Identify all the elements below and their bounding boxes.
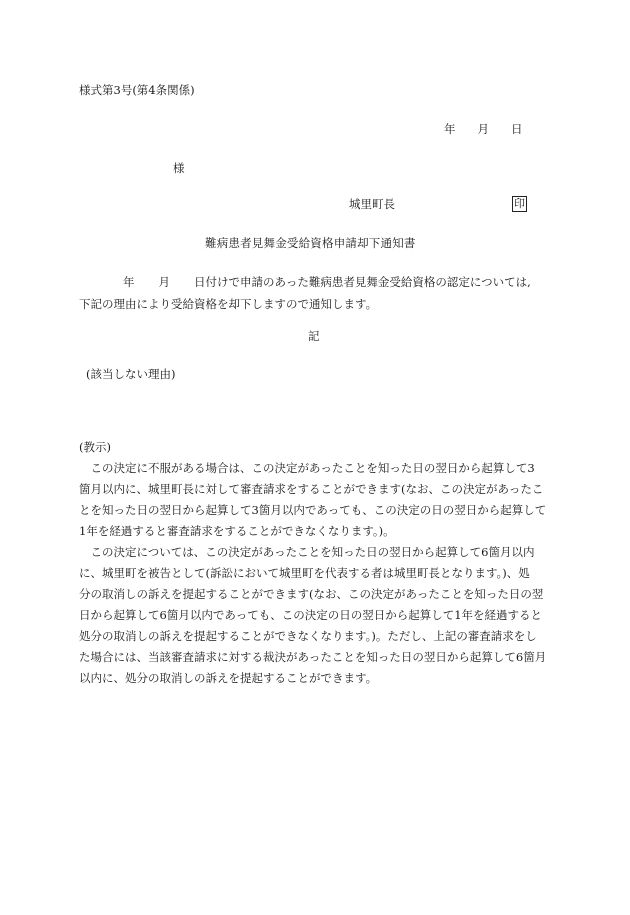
notice-line: この決定については、この決定があったことを知った日の翌日から起算して6箇月以内 bbox=[79, 545, 535, 559]
date-line bbox=[444, 124, 523, 136]
notice-line: 1年を経過すると審査請求をすることができなくなります。)。 bbox=[79, 524, 395, 538]
date-year: 年 bbox=[444, 122, 456, 136]
intro-line-2: 下記の理由により受給資格を却下しますので通知します。 bbox=[79, 297, 378, 311]
document-title: 難病患者見舞金受給資格申請却下通知書 bbox=[205, 236, 416, 250]
intro-month: 月 bbox=[158, 275, 170, 289]
notice-line: 分の取消しの訴えを提起することができます(なお、この決定があったことを知った日の翌 bbox=[79, 587, 544, 601]
addressee-suffix: 様 bbox=[173, 161, 185, 175]
seal-mark: 印 bbox=[514, 197, 525, 210]
reason-label: (該当しない理由) bbox=[86, 367, 176, 381]
ki-heading: 記 bbox=[308, 329, 320, 343]
intro-line-1 bbox=[79, 271, 539, 293]
notice-line: に、城里町を被告として(訴訟において城里町を代表する者は城里町長となります。)、処 bbox=[79, 566, 530, 580]
notice-line: 以内に、処分の取消しの訴えを提起することができます。 bbox=[79, 671, 378, 685]
notice-line: 日から起算して6箇月以内であっても、この決定の日の翌日から起算して1年を経過すると bbox=[79, 608, 543, 622]
intro-year: 年 bbox=[123, 275, 135, 289]
notice-line: この決定に不服がある場合は、この決定があったことを知った日の翌日から起算して3 bbox=[79, 461, 535, 475]
intro-paragraph bbox=[79, 271, 539, 315]
notice-line: とを知った日の翌日から起算して3箇月以内であっても、この決定の日の翌日から起算して bbox=[79, 503, 547, 517]
date-day: 日 bbox=[511, 122, 523, 136]
date-month: 月 bbox=[477, 122, 489, 136]
notice-heading: (教示) bbox=[79, 440, 111, 454]
intro-line-1-rest: 日付けで申請のあった難病患者見舞金受給資格の認定については, bbox=[194, 275, 531, 289]
notice-line: 箇月以内に、城里町長に対して審査請求をすることができます(なお、この決定があったこ bbox=[79, 482, 544, 496]
issuer-name: 城里町長 bbox=[349, 197, 395, 211]
notice-body bbox=[79, 458, 549, 689]
notice-line: 処分の取消しの訴えを提起することができなくなります。)。ただし、上記の審査請求をし bbox=[79, 629, 537, 643]
form-number: 様式第3号(第4条関係) bbox=[79, 83, 195, 97]
notice-line: た場合には、当該審査請求に対する裁決があったことを知った日の翌日から起算して6箇月 bbox=[79, 650, 547, 664]
